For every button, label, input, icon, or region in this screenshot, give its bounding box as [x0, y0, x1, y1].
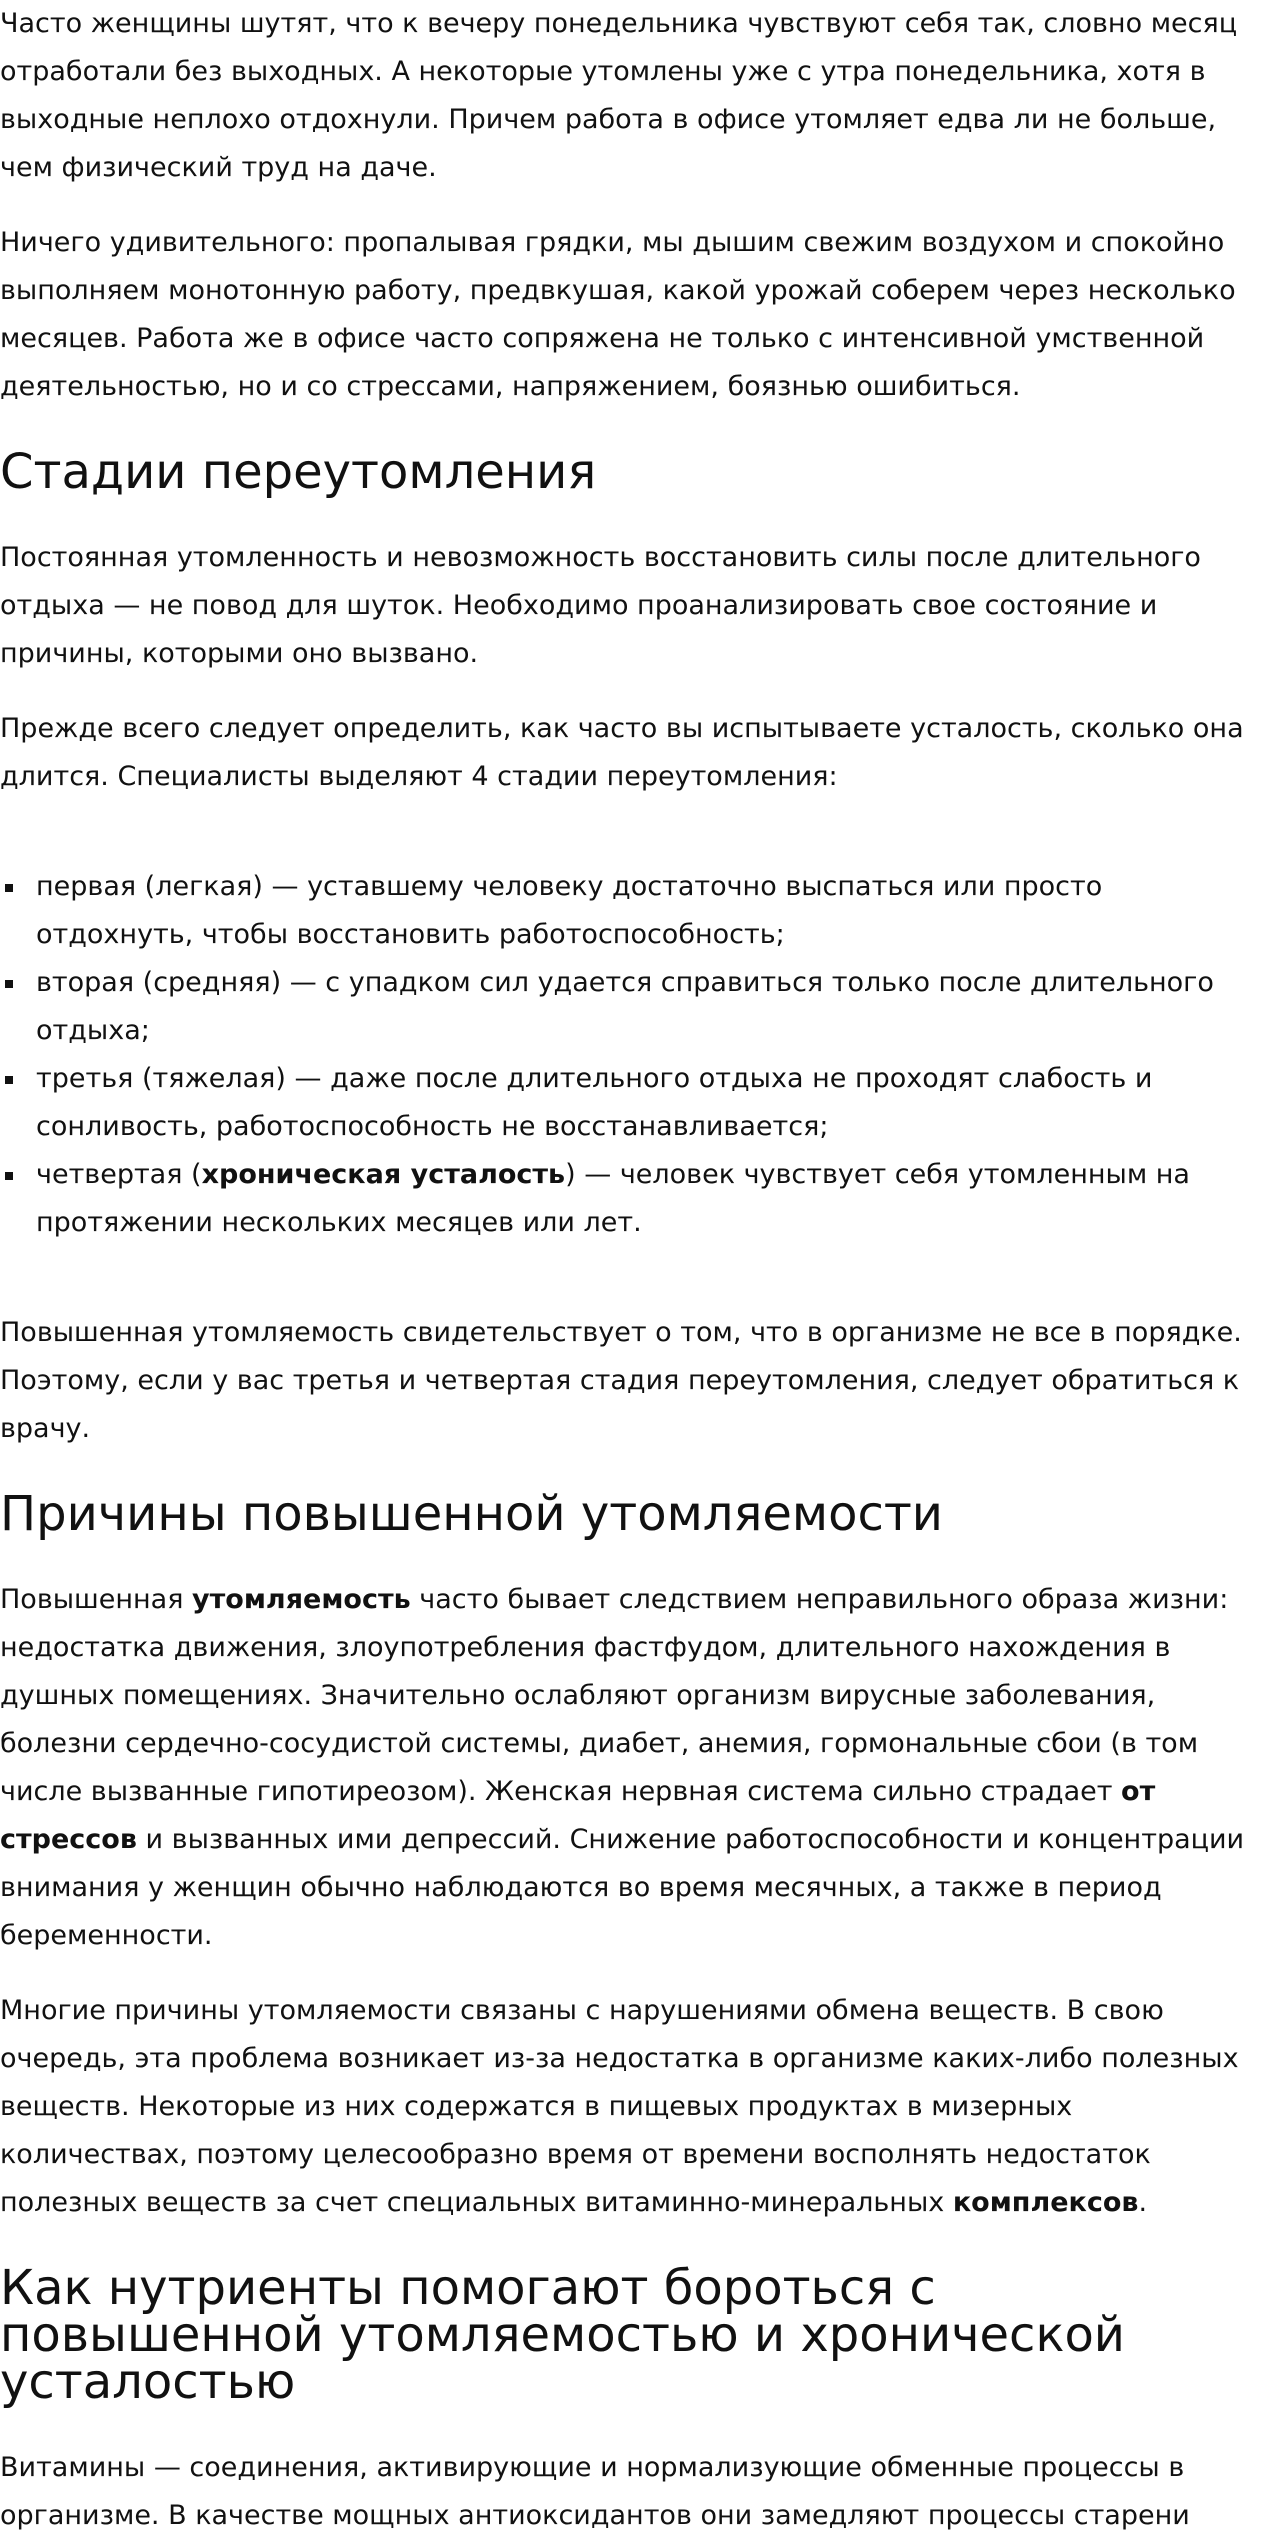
heading-causes: Причины повышенной утомляемости	[0, 1486, 943, 1542]
list-item-stage-1: первая (легкая) — уставшему человеку достаточно выспаться или просто отдохнуть, чтобы восстановить работоспособность;	[0, 863, 1265, 959]
stage-4-text-start: четвертая (	[36, 1159, 202, 1190]
causes-text-d: и вызванных ими депрессий. Снижение работоспособности и концентрации внимания у женщин обычно наблюдаются во время месячных, а также в период беременности.	[0, 1824, 1245, 1951]
stages-list	[0, 863, 1265, 1247]
stages-paragraph-1: Постоянная утомленность и невозможность восстановить силы после длительного отдыха — не повод для шуток. Необходимо проанализировать свое состояние и причины, которыми оно вызвано.	[0, 542, 1201, 669]
heading-nutrients: Как нутриенты помогают бороться с повышенной утомляемостью и хронической усталостью	[0, 2260, 1125, 2410]
bold-term-fatigue: утомляемость	[192, 1584, 411, 1615]
stages-paragraph-2: Прежде всего следует определить, как часто вы испытываете усталость, сколько она длится. Специалисты выделяют 4 стадии переутомления:	[0, 713, 1244, 792]
causes-text-f: .	[1138, 2187, 1148, 2218]
causes-text-e: Многие причины утомляемости связаны с нарушениями обмена веществ. В свою очередь, эта проблема возникает из-за недостатка в организме каких-либо полезных веществ. Некоторые из них содержатся в пищевых продуктах в мизерных количествах, поэтому целесообразно время от времени восполнять недостаток полезных веществ за счет специальных витаминно-минеральных	[0, 1995, 1239, 2218]
bold-term-stress: от стрессов	[0, 1776, 1156, 1855]
causes-paragraph-1	[0, 1576, 1265, 1960]
stage-4-bold-term: хроническая усталость	[201, 1159, 566, 1190]
intro-paragraph-1: Часто женщины шутят, что к вечеру понедельника чувствуют себя так, словно месяц отработали без выходных. А некоторые утомлены уже с утра понедельника, хотя в выходные неплохо отдохнули. Причем работа в офисе утомляет едва ли не больше, чем физический труд на даче.	[0, 8, 1238, 183]
list-item-stage-3: третья (тяжелая) — даже после длительного отдыха не проходят слабость и сонливость, работоспособность не восстанавливается;	[0, 1055, 1265, 1151]
causes-text-c: часто бывает следствием неправильного образа жизни: недостатка движения, злоупотребления фастфудом, длительного нахождения в душных помещениях. Значительно ослабляют организм вирусные заболевания, болезни сердечно-сосудистой системы, диабет, анемия, гормональные сбои (в том числе вызванные гипотиреозом). Женская нервная система сильно страдает	[0, 1584, 1229, 1807]
list-item-stage-2: вторая (средняя) — с упадком сил удается справиться только после длительного отдыха;	[0, 959, 1265, 1055]
stage-4-text-end: ) — человек чувствует себя утомленным на протяжении нескольких месяцев или лет.	[36, 1159, 1190, 1238]
heading-stages: Стадии переутомления	[0, 444, 597, 500]
causes-text-a: Повышенная	[0, 1584, 193, 1615]
stages-paragraph-3: Повышенная утомляемость свидетельствует о том, что в организме не все в порядке. Поэтому, если у вас третья и четвертая стадия переутомления, следует обратиться к врачу.	[0, 1317, 1242, 1444]
list-item-stage-4	[0, 1151, 1265, 1247]
bold-term-complexes: комплексов	[952, 2187, 1139, 2218]
causes-paragraph-2	[0, 1987, 1265, 2227]
intro-paragraph-2: Ничего удивительного: пропалывая грядки, мы дышим свежим воздухом и спокойно выполняем монотонную работу, предвкушая, какой урожай соберем через несколько месяцев. Работа же в офисе часто сопряжена не только с интенсивной умственной деятельностью, но и со стрессами, напряжением, боязнью ошибиться.	[0, 227, 1236, 402]
nutrients-paragraph-1: Витамины — соединения, активирующие и нормализующие обменные процессы в организме. В качестве мощных антиоксидантов они замедляют процессы старени	[0, 2452, 1190, 2531]
